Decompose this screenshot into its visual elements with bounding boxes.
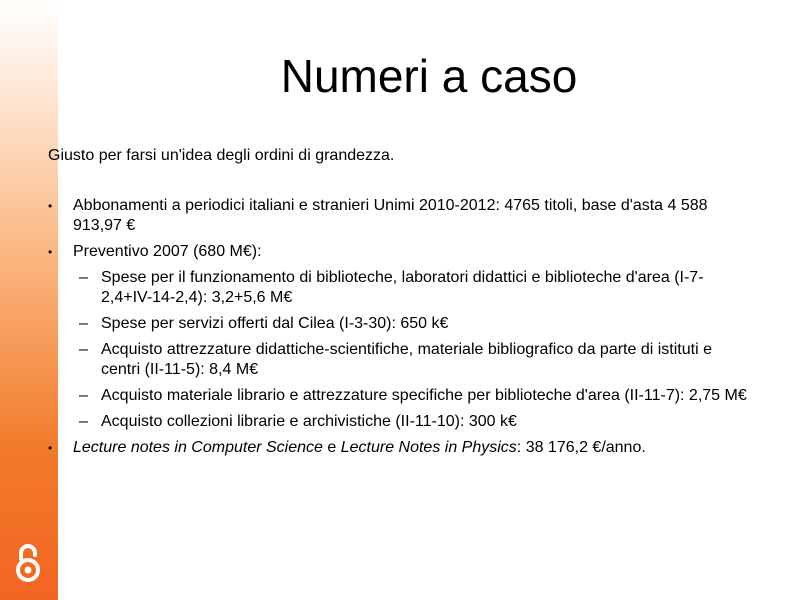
sub-list-item-text: Acquisto collezioni librarie e archivistiche (II-11-10): 300 k€	[101, 413, 517, 430]
sub-list-item	[48, 412, 748, 432]
bullet-icon: •	[48, 441, 53, 455]
sub-list-item-text: Spese per servizi offerti dal Cilea (I-3-30): 650 k€	[101, 315, 449, 332]
sub-list-item-text: Acquisto attrezzature didattiche-scientifiche, materiale bibliografico da parte di istituti e centri (II-11-5): 8,4 M€	[101, 341, 712, 378]
dash-icon: –	[79, 269, 88, 286]
cost-text: : 38 176,2 €/anno.	[516, 439, 646, 456]
bullet-list	[48, 196, 748, 464]
sub-list-item-text: Acquisto materiale librario e attrezzature specifiche per biblioteche d'area (II-11-7): 2,75 M€	[101, 387, 747, 404]
intro-text: Giusto per farsi un'idea degli ordini di grandezza.	[48, 147, 395, 164]
list-item	[48, 438, 748, 458]
list-item-text: Abbonamenti a periodici italiani e stranieri Unimi 2010-2012: 4765 titoli, base d'asta 4 588 913,97 €	[73, 197, 708, 234]
sub-list-item	[48, 268, 748, 308]
bullet-icon: •	[48, 199, 53, 213]
sub-list-item	[48, 314, 748, 334]
bullet-icon: •	[48, 245, 53, 259]
dash-icon: –	[79, 413, 88, 430]
sub-list-item-text: Spese per il funzionamento di biblioteche, laboratori didattici e biblioteche d'area (I-7-2,4+IV-14-2,4): 3,2+5,6 M€	[101, 269, 704, 306]
dash-icon: –	[79, 315, 88, 332]
slide-title: Numeri a caso	[280, 50, 578, 102]
sub-list-item	[48, 340, 748, 380]
sub-list-item	[48, 386, 748, 406]
list-item	[48, 196, 748, 236]
open-access-icon	[10, 543, 46, 583]
dash-icon: –	[79, 387, 88, 404]
list-item	[48, 242, 748, 262]
journal-title-lncs: Lecture notes in Computer Science	[73, 439, 323, 456]
journal-title-lnp: Lecture Notes in Physics	[340, 439, 517, 456]
list-item-text: Preventivo 2007 (680 M€):	[73, 243, 262, 260]
dash-icon: –	[79, 341, 88, 358]
conjunction-text: e	[322, 439, 341, 456]
